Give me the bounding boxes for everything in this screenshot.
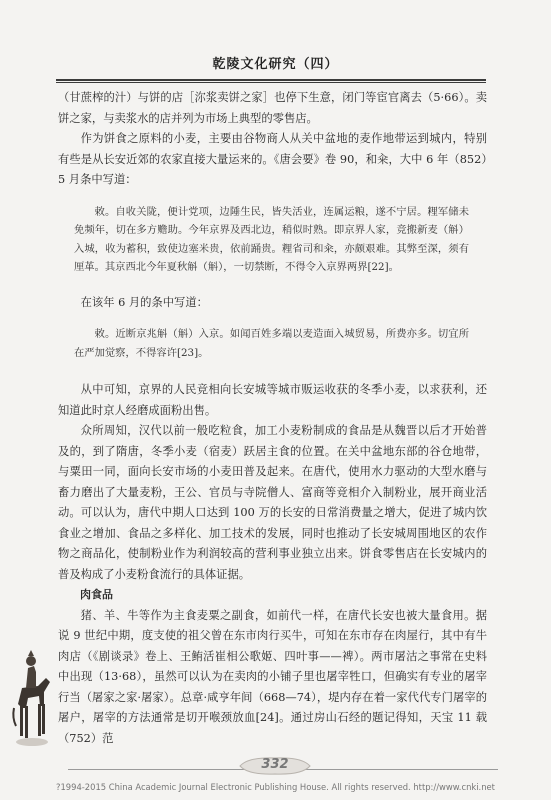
header-rule-thin	[56, 82, 486, 83]
paragraph-3: 在该年 6 月的条中写道：	[80, 295, 208, 309]
copyright-notice: ?1994-2015 China Academic Journal Electronic Publishing House. All rights reserved. http://www.cnki.net	[56, 782, 495, 792]
header-rule-thick	[56, 79, 486, 81]
running-header: 乾陵文化研究（四）	[212, 57, 339, 72]
horse-rider-figurine-icon	[8, 648, 56, 748]
block-quote-1: 敕。自收关陇，便计党项，边陲生民，皆失活业，连属运粮，遂不宁居。粴军储未免频年，切在多方赡助。今年京界及西北边，稍似时熟。即京界人家，竞搬新麦（斛）入城，收为蓄积，致使边塞米贵，依前踊贵。粴省司和籴，亦颇艰难。其弊至深，须有厘革。其京西北今年夏秋斛（斛），一切禁断，不得令入京界两界[22]。	[74, 205, 469, 273]
block-quote-2: 敕。近断京兆斛（斛）入京。如闻百姓多端以麦造面入城贸易，所费亦多。切宜所在严加觉察，不得容许[23]。	[74, 328, 469, 359]
paragraph-4: 从中可知，京界的人民竞相向长安城等城市贩运收获的冬季小麦，以求获利，还知道此时京人经磨成面粉出售。	[58, 383, 487, 417]
paragraph-1: （甘蔗榨的汁）与饼的店［沵浆卖饼之家］也停下生意，闭门等宦官离去（5·66）。卖饼之家，与卖浆水的店并列为市场上典型的零售店。	[58, 91, 487, 125]
section-heading: 肉食品	[80, 588, 113, 601]
page-number: 332	[261, 757, 289, 772]
paragraph-6: 猪、羊、牛等作为主食麦粟之副食，如前代一样，在唐代长安也被大量食用。据说 9 世纪中期，度支使的祖父曾在东市肉行买牛，可知在东市存在肉屋行，其中有牛肉店（《剧谈录》卷上、王鲔活崔相公歌姬、四叶事——裨）。两市屠沽之事常在史料中出现（13·68），虽然可以认为在卖肉的小铺子里也屠宰牲口，但确实有专业的屠宰行当（屠家之家·屠家）。总章·咸亨年间（668—74），堤内存在着一家代代专门屠宰的屠户，屠宰的方法通常是切开喉颈放血[24]。通过房山石经的题记得知，天宝 11 载（752）范	[58, 608, 487, 745]
paragraph-5: 众所周知，汉代以前一般吃粒食，加工小麦粉制成的食品是从魏晋以后才开始普及的，到了隋唐，冬季小麦（宿麦）跃居主食的位置。在关中盆地东部的谷仓地带，与粟田一同，面向长安市场的小麦田普及起来。在唐代，使用水力驱动的大型水磨与畜力磨出了大量麦粉，王公、官员与寺院僧人、富商等竞相介入制粉业，展开商业活动。可以认为，唐代中期人口达到 100 万的长安的日常消费量之增大，促进了城内饮食业之增加、食品之多样化、加工技术的发展，同时也推动了长安城周围地区的农作物之商品化，使制粉业作为利润较高的营利事业独立出来。饼食零售店在长安城内的普及构成了小麦粉食流行的具体证据。	[58, 424, 487, 581]
page-body	[58, 88, 487, 749]
paragraph-2: 作为饼食之原料的小麦，主要由谷物商人从关中盆地的麦作地带运到城内，特别有些是从长安近郊的农家直接大量运来的。《唐会要》卷 90，和籴，大中 6 年（852）5 月条中写道：	[58, 132, 487, 186]
